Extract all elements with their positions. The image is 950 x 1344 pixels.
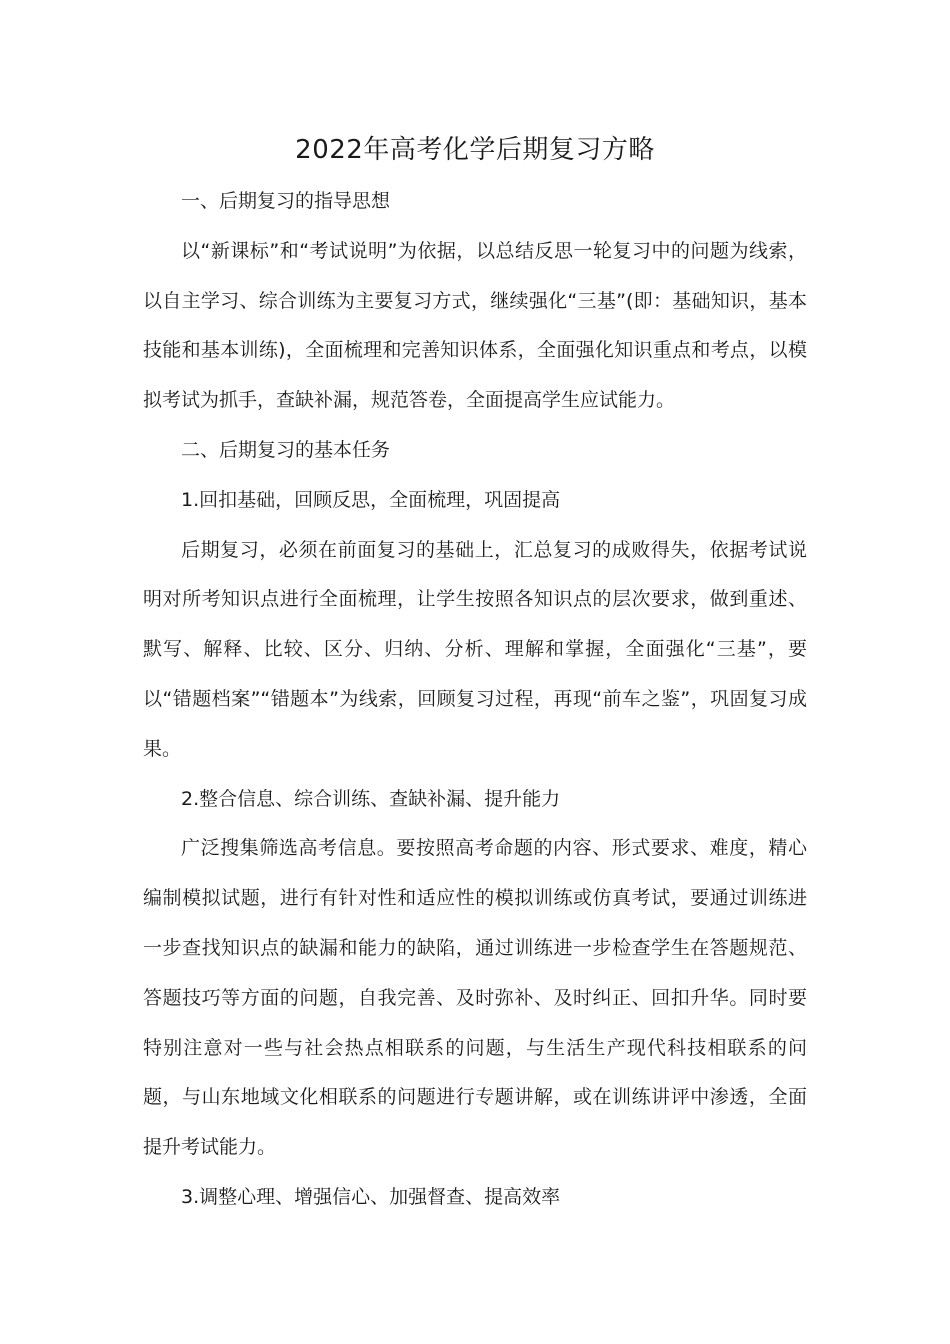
subheading-2: 2.整合信息、综合训练、查缺补漏、提升能力 xyxy=(181,787,561,810)
section-heading-1: 一、后期复习的指导思想 xyxy=(181,190,391,212)
paragraph-review-basics: 后期复习，必须在前面复习的基础上，汇总复习的成败得失，依据考试说明对所考知识点进行全面梳理，让学生按照各知识点的层次要求，做到重述、默写、解释、比较、区分、归纳、分析、理解和掌握，全面强化“三基”，要以“错题档案”“错题本”为线索，回顾复习过程，再现“前车之鉴”，巩固复习成果。 xyxy=(143,538,807,760)
subheading-3: 3.调整心理、增强信心、加强督查、提高效率 xyxy=(181,1185,561,1208)
section-heading-2: 二、后期复习的基本任务 xyxy=(181,438,391,461)
paragraph-guiding-idea: 以“新课标”和“考试说明”为依据，以总结反思一轮复习中的问题为线索，以自主学习、综合训练为主要复习方式，继续强化“三基”(即：基础知识，基本技能和基本训练)，全面梳理和完善知识体系，全面强化知识重点和考点，以模拟考试为抓手，查缺补漏，规范答卷，全面提高学生应试能力。 xyxy=(143,239,807,412)
paragraph-integrate-info: 广泛搜集筛选高考信息。要按照高考命题的内容、形式要求、难度，精心编制模拟试题，进行有针对性和适应性的模拟训练或仿真考试，要通过训练进一步查找知识点的缺漏和能力的缺陷，通过训练进一步检查学生在答题规范、答题技巧等方面的问题，自我完善、及时弥补、及时纠正、回扣升华。同时要特别注意对一些与社会热点相联系的问题，与生活生产现代科技相联系的问题，与山东地域文化相联系的问题进行专题讲解，或在训练讲评中渗透，全面提升考试能力。 xyxy=(143,837,807,1159)
subheading-1: 1.回扣基础，回顾反思，全面梳理，巩固提高 xyxy=(181,488,561,511)
document-title: 2022年高考化学后期复习方略 xyxy=(295,135,655,165)
document-body xyxy=(143,177,807,1223)
